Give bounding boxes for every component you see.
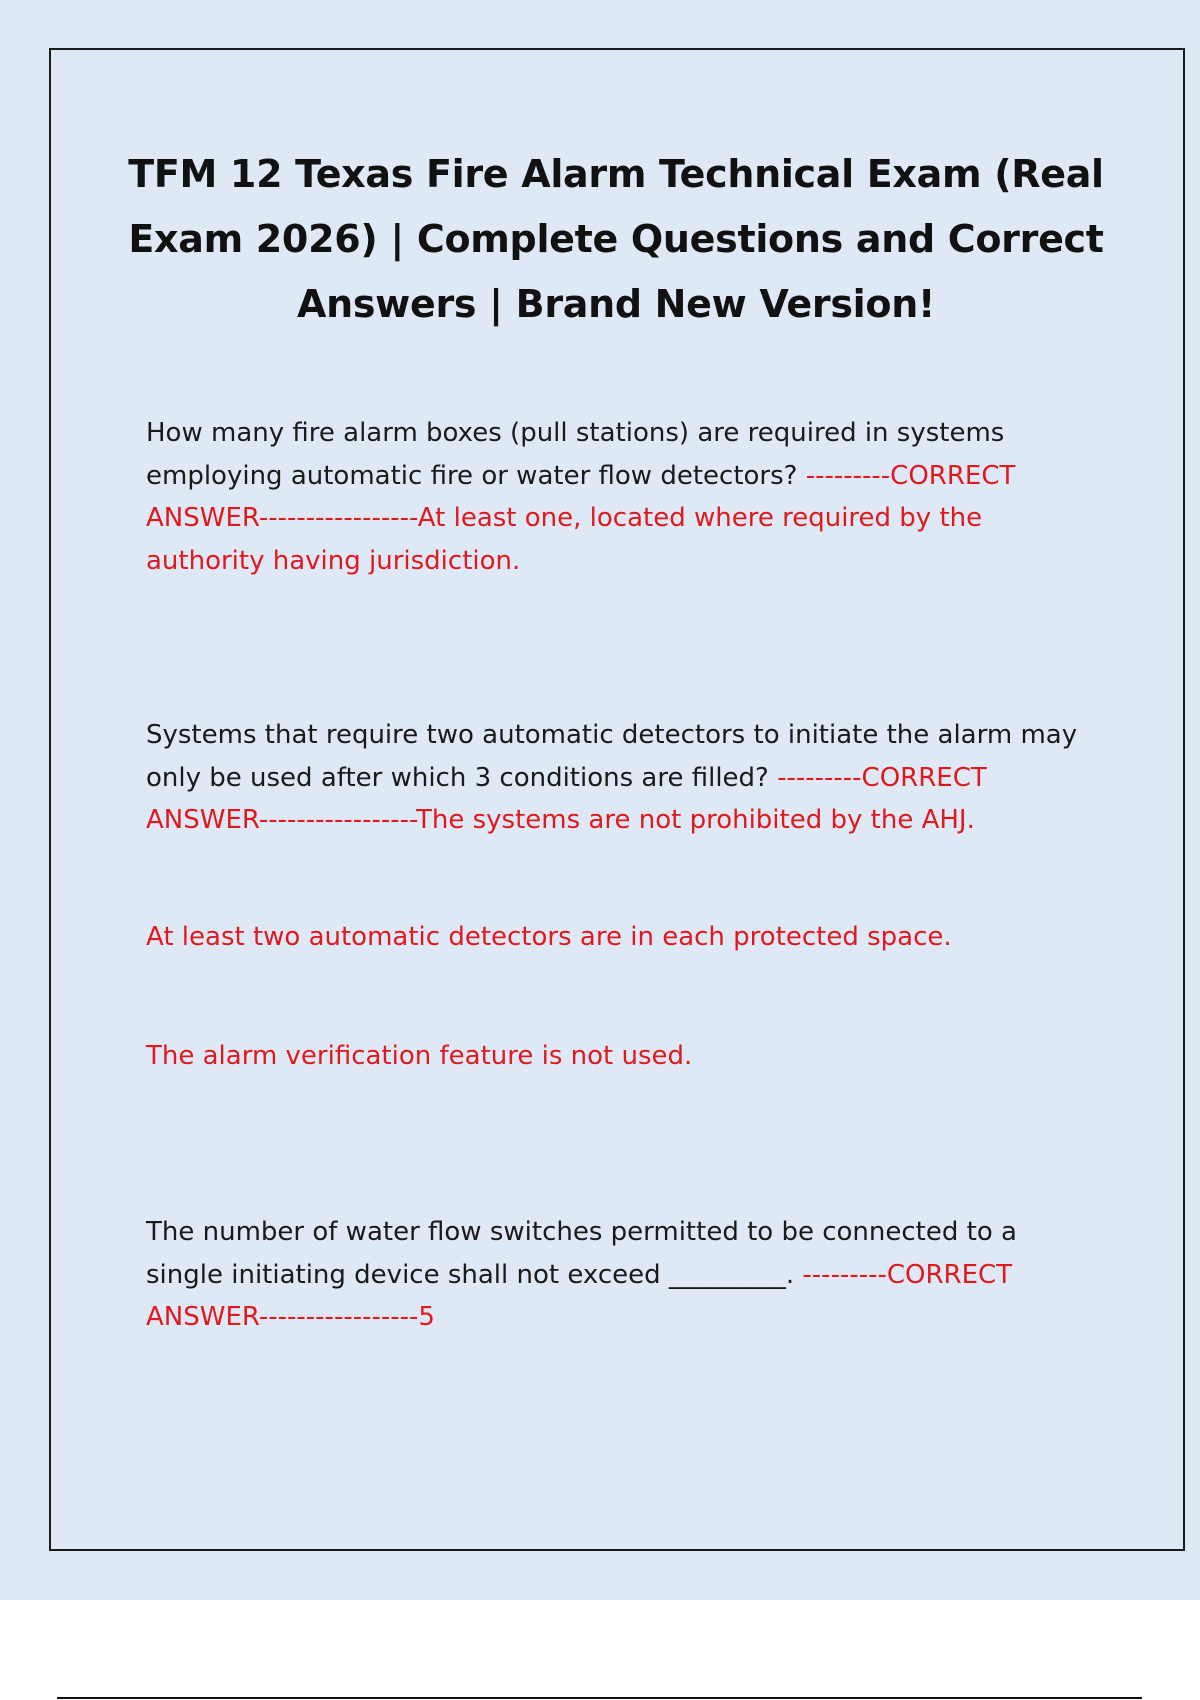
question-3 <box>146 1211 1086 1339</box>
question-2-answer-condition-3: The alarm verification feature is not used. <box>146 1041 693 1071</box>
question-2-answer: ---------CORRECT ANSWER-----------------The systems are not prohibited by the AHJ. <box>146 762 987 835</box>
question-2-text: Systems that require two automatic detectors to initiate the alarm may only be used after which 3 conditions are filled? <box>146 720 1078 793</box>
question-1-answer: ---------CORRECT ANSWER-----------------At least one, located where required by the authority having jurisdiction. <box>146 460 1016 576</box>
document-title: TFM 12 Texas Fire Alarm Technical Exam (Real Exam 2026) | Complete Questions and Correct Answers | Brand New Version! <box>128 152 1104 326</box>
question-2 <box>146 714 1086 842</box>
question-3-answer: ---------CORRECT ANSWER-----------------5 <box>146 1259 1013 1332</box>
question-1-text: How many fire alarm boxes (pull stations) are required in systems employing automatic fire or water flow detectors? <box>146 418 1005 491</box>
question-3-text: The number of water flow switches permitted to be connected to a single initiating device shall not exceed _________. <box>146 1217 1017 1290</box>
footer-divider <box>57 1697 1142 1699</box>
question-2-answer-condition-2: At least two automatic detectors are in each protected space. <box>146 922 952 952</box>
question-1 <box>146 412 1086 582</box>
